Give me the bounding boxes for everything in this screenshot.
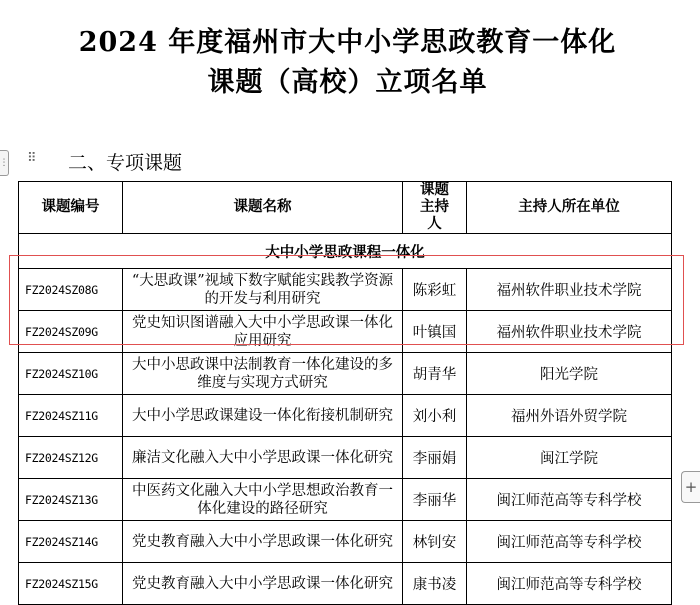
cell-name: 党史教育融入大中小学思政课一体化研究 (123, 521, 403, 563)
table-row (19, 311, 672, 353)
section-heading: 二、专项课题 (68, 152, 183, 174)
table-row (19, 269, 672, 311)
cell-unit: 闽江师范高等专科学校 (467, 521, 672, 563)
cell-host: 叶镇国 (403, 311, 467, 353)
cell-code: FZ2024SZ10G (19, 353, 123, 395)
cell-unit: 福州外语外贸学院 (467, 395, 672, 437)
cell-host: 李丽娟 (403, 437, 467, 479)
header-code: 课题编号 (19, 182, 123, 234)
cell-code: FZ2024SZ13G (19, 479, 123, 521)
table-row (19, 521, 672, 563)
cell-name: 大中小学思政课建设一体化衔接机制研究 (123, 395, 403, 437)
cell-host: 刘小利 (403, 395, 467, 437)
cell-unit: 福州软件职业技术学院 (467, 311, 672, 353)
table-header-row (19, 182, 672, 234)
cell-unit: 闽江师范高等专科学校 (467, 563, 672, 605)
cell-host: 陈彩虹 (403, 269, 467, 311)
cell-host: 康书凌 (403, 563, 467, 605)
cell-unit: 闽江师范高等专科学校 (467, 479, 672, 521)
cell-unit: 闽江学院 (467, 437, 672, 479)
cell-code: FZ2024SZ11G (19, 395, 123, 437)
cell-name: 大中小思政课中法制教育一体化建设的多维度与实现方式研究 (123, 353, 403, 395)
header-unit: 主持人所在单位 (467, 182, 672, 234)
table-row (19, 437, 672, 479)
cell-host: 林钊安 (403, 521, 467, 563)
cell-host: 胡青华 (403, 353, 467, 395)
table-row (19, 479, 672, 521)
header-host-text: 课题主持人 (419, 182, 449, 232)
cell-name: 党史教育融入大中小学思政课一体化研究 (123, 563, 403, 605)
project-table (18, 181, 672, 605)
cell-unit: 阳光学院 (467, 353, 672, 395)
document-title-line1: 2024 年度福州市大中小学思政教育一体化 (78, 27, 617, 58)
drag-handle-icon[interactable]: ⠿ (27, 151, 36, 166)
cell-unit: 福州软件职业技术学院 (467, 269, 672, 311)
table-row (19, 563, 672, 605)
document-title-line2: 课题（高校）立项名单 (207, 67, 488, 98)
group-label: 大中小学思政课程一体化 (19, 234, 672, 269)
group-row (19, 234, 672, 269)
table-row (19, 353, 672, 395)
header-host (403, 182, 467, 234)
header-name: 课题名称 (123, 182, 403, 234)
cell-code: FZ2024SZ12G (19, 437, 123, 479)
side-panel-toggle[interactable]: ⋮ (0, 150, 9, 176)
add-row-button[interactable]: + (681, 471, 700, 503)
cell-name: 廉洁文化融入大中小学思政课一体化研究 (123, 437, 403, 479)
cell-code: FZ2024SZ15G (19, 563, 123, 605)
table-row (19, 395, 672, 437)
cell-code: FZ2024SZ14G (19, 521, 123, 563)
cell-code: FZ2024SZ09G (19, 311, 123, 353)
cell-name: 中医药文化融入大中小学思想政治教育一体化建设的路径研究 (123, 479, 403, 521)
cell-name: “大思政课”视域下数字赋能实践教学资源的开发与利用研究 (123, 269, 403, 311)
cell-host: 李丽华 (403, 479, 467, 521)
cell-code: FZ2024SZ08G (19, 269, 123, 311)
cell-name: 党史知识图谱融入大中小学思政课一体化应用研究 (123, 311, 403, 353)
